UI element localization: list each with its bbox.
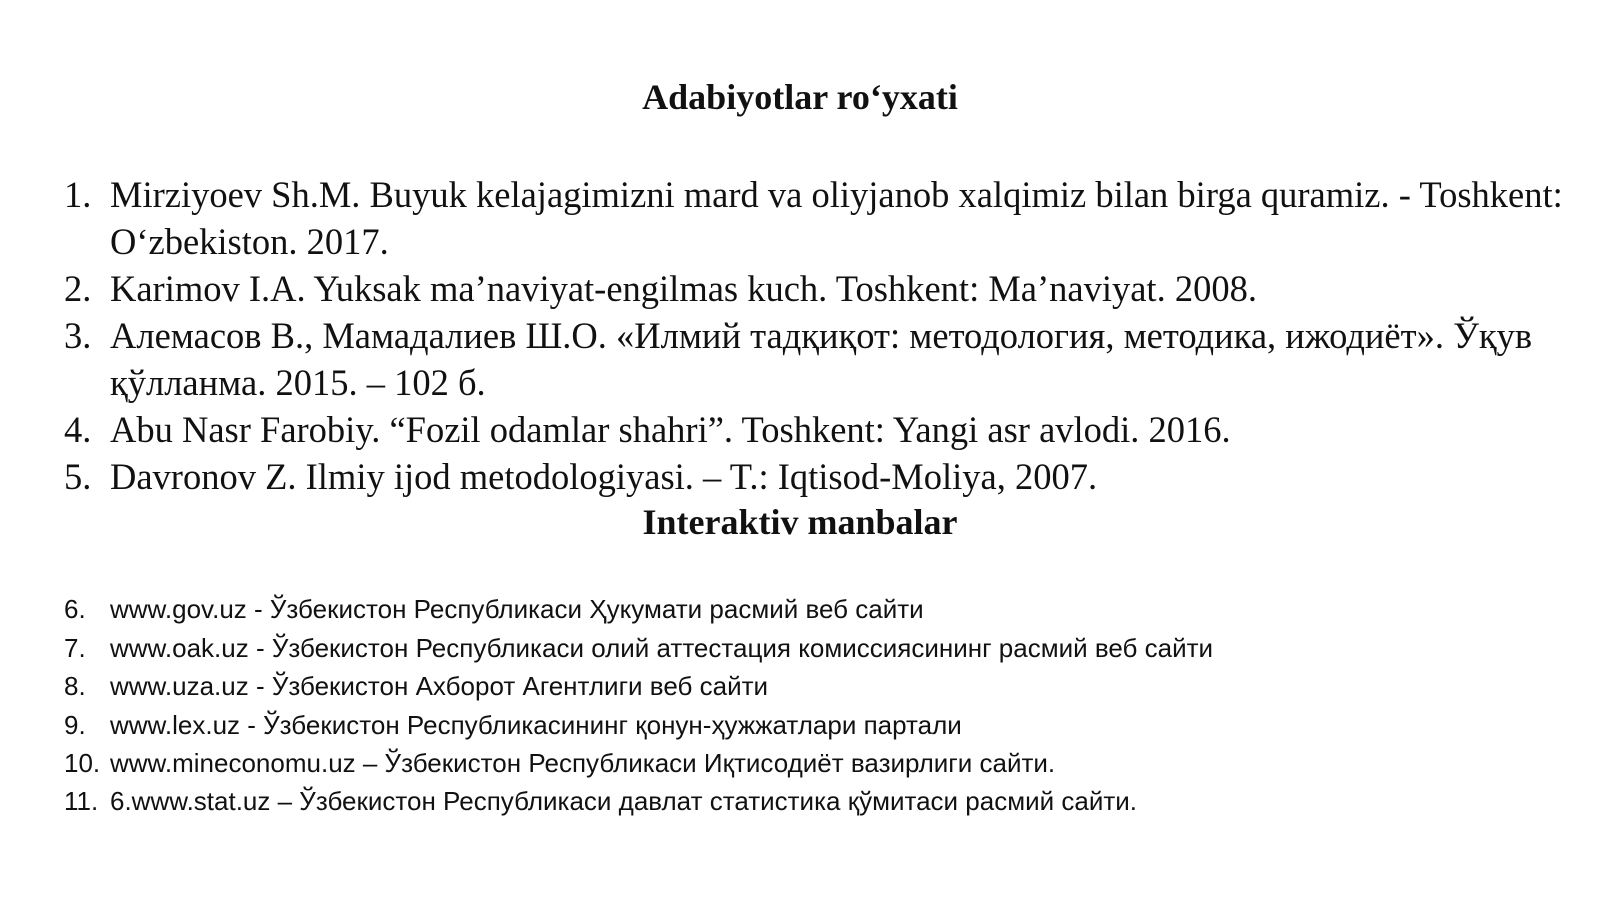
web-source-item xyxy=(64,629,1564,668)
web-source-number: 8. xyxy=(64,671,86,701)
web-source-number: 7. xyxy=(64,632,86,663)
web-source-item xyxy=(64,783,1564,819)
web-source-number: 6. xyxy=(64,594,86,624)
reference-item xyxy=(64,312,1584,406)
reference-number: 3. xyxy=(64,315,92,356)
reference-text: Mirziyoev Sh.M. Buyuk kelajagimizni mard va oliyjanob xalqimiz bilan birga quramiz. - Toshkent: O‘zbekiston. 2017. xyxy=(110,174,1563,262)
reference-item xyxy=(64,265,1584,312)
web-source-text: www.oak.uz - Ўзбекистон Республикаси олий аттестация комиссиясининг расмий веб сайти xyxy=(110,632,1214,663)
reference-text: Abu Nasr Farobiy. “Fozil odamlar shahri”. Toshkent: Yangi asr avlodi. 2016. xyxy=(110,409,1231,450)
web-source-number: 9. xyxy=(64,709,86,740)
web-source-item xyxy=(64,744,1564,783)
web-source-text: www.gov.uz - Ўзбекистон Республикаси Ҳукумати расмий веб сайти xyxy=(110,594,924,624)
reference-item xyxy=(64,453,1584,500)
web-source-item xyxy=(64,706,1564,745)
web-source-number: 11. xyxy=(64,785,99,816)
web-source-item xyxy=(64,667,1564,706)
section-title-interactive-sources: Interaktiv manbalar xyxy=(642,502,958,542)
web-source-text: 6.www.stat.uz – Ўзбекистон Республикаси давлат статистика қўмитаси расмий сайти. xyxy=(110,785,1137,816)
page-title: Adabiyotlar ro‘yxati xyxy=(642,77,958,117)
web-source-text: www.mineconomu.uz – Ўзбекистон Республикаси Иқтисодиёт вазирлиги сайти. xyxy=(110,748,1056,778)
web-source-item xyxy=(64,590,1564,629)
web-source-text: www.lex.uz - Ўзбекистон Республикасининг қонун-ҳужжатлари партали xyxy=(110,709,962,740)
reference-number: 1. xyxy=(64,174,92,215)
web-source-number: 10. xyxy=(64,748,101,778)
reference-item xyxy=(64,171,1584,265)
reference-number: 4. xyxy=(64,409,92,450)
reference-number: 2. xyxy=(64,268,92,309)
web-sources-list xyxy=(64,590,1564,819)
reference-text: Алемасов В., Мамадалиев Ш.О. «Илмий тадқиқот: методология, методика, ижодиёт». Ўқув қўлланма. 2015. – 102 б. xyxy=(110,315,1533,403)
reference-item xyxy=(64,406,1584,453)
reference-text: Davronov Z. Ilmiy ijod metodologiyasi. – T.: Iqtisod-Moliya, 2007. xyxy=(110,456,1098,497)
references-list xyxy=(64,171,1584,500)
web-source-text: www.uza.uz - Ўзбекистон Ахборот Агентлиги веб сайти xyxy=(110,671,769,701)
reference-text: Karimov I.A. Yuksak ma’naviyat-engilmas kuch. Toshkent: Ma’naviyat. 2008. xyxy=(110,268,1257,309)
reference-number: 5. xyxy=(64,456,92,497)
